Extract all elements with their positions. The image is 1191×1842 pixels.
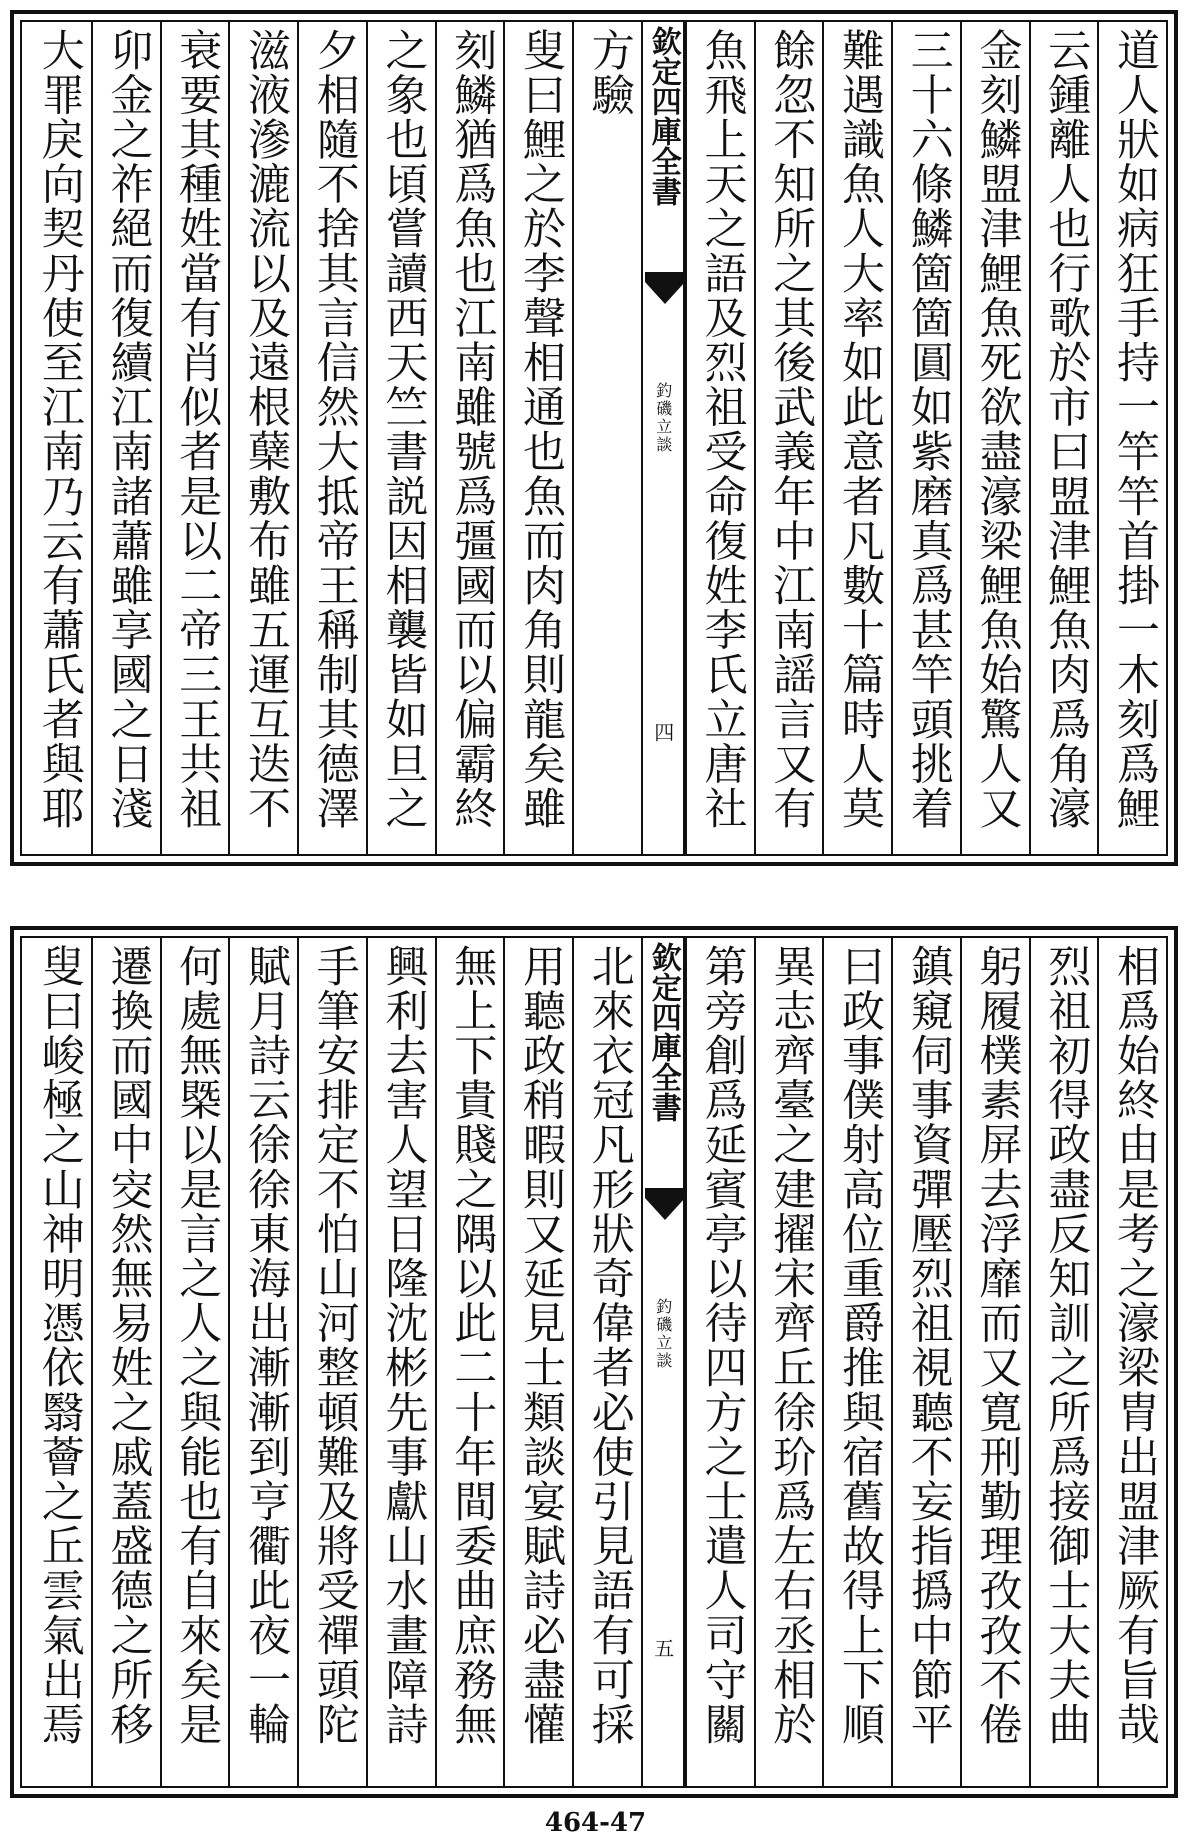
text-column: 餘忽不知所之其後武義年中江南謡言又有 (754, 22, 823, 854)
spine-title: 欽定四庫全書 (645, 942, 681, 1122)
text-column: 之象也頃嘗讀西天竺書説因相襲皆如旦之 (366, 22, 435, 854)
page-panel-top (10, 10, 1178, 866)
text-column: 興利去害人望日隆沈彬先事獻山水畫障詩 (366, 938, 435, 1786)
text-column: 曰政事僕射高位重爵推與宿舊故得上下順 (822, 938, 891, 1786)
text-column: 衰要其種姓當有肖似者是以二帝三王共祖 (160, 22, 229, 854)
spine-subtitle: 釣磯立談 (653, 1298, 673, 1370)
text-column: 三十六條鱗箇箇圓如紫磨真爲甚竿頭挑着 (891, 22, 960, 854)
page-footer-number: 464-47 (544, 1808, 647, 1838)
text-column: 何處無槩以是言之人之與能也有自來矣是 (160, 938, 229, 1786)
page-panel-bottom (10, 926, 1178, 1798)
page-frame-top (20, 20, 1168, 856)
text-column: 躬履樸素屏去浮靡而又寛刑勤理孜孜不倦 (960, 938, 1029, 1786)
spine-page-number: 四 (650, 722, 675, 742)
fish-tail-ornament-icon (645, 272, 685, 304)
text-column: 云鍾離人也行歌於市曰盟津鯉魚肉爲角濠 (1029, 22, 1098, 854)
text-column: 無上下貴賤之隅以此二十年間委曲庶務無 (435, 938, 504, 1786)
text-column: 異志齊臺之建擢宋齊丘徐玠爲左右丞相於 (754, 938, 823, 1786)
book-spine-page1 (641, 22, 685, 854)
text-column: 魚飛上天之語及烈祖受命復姓李氏立唐社 (685, 22, 754, 854)
text-column: 第旁創爲延賓亭以待四方之士遣人司守關 (685, 938, 754, 1786)
text-column: 大罪戾向契丹使至江南乃云有蕭氏者與耶 (34, 28, 85, 831)
text-column: 難遇識魚人大率如此意者凡數十篇時人莫 (822, 22, 891, 854)
text-column: 北來衣冠凡形狀奇偉者必使引見語有可採 (572, 938, 641, 1786)
spine-page-number: 五 (650, 1638, 675, 1658)
spine-title: 欽定四庫全書 (645, 26, 681, 206)
text-column: 夕相隨不捨其言信然大抵帝王稱制其德澤 (297, 22, 366, 854)
text-column: 叟曰鯉之於李聲相通也魚而肉角則龍矣雖 (503, 22, 572, 854)
text-column: 金刻鱗盟津鯉魚死欲盡濠梁鯉魚始驚人又 (960, 22, 1029, 854)
page-frame-bottom (20, 936, 1168, 1788)
text-column: 道人狀如病狂手持一竿竿首掛一木刻爲鯉 (1097, 22, 1166, 854)
text-column: 卯金之祚絕而復續江南諸蕭雖享國之日淺 (91, 22, 160, 854)
text-column: 賦月詩云徐徐東海出漸漸到亨衢此夜一輪 (228, 938, 297, 1786)
book-spine-page2 (641, 938, 685, 1786)
text-column: 用聽政稍暇則又延見士類談宴賦詩必盡懽 (503, 938, 572, 1786)
text-column: 滋液滲漉流以及遠根蘖敷布雖五運互迭不 (228, 22, 297, 854)
text-column: 烈祖初得政盡反知訓之所爲接御士大夫曲 (1029, 938, 1098, 1786)
text-column: 相爲始終由是考之濠梁胄出盟津厥有旨哉 (1097, 938, 1166, 1786)
fish-tail-ornament-icon (645, 1188, 685, 1220)
text-column: 鎮窺伺事資彈壓烈祖視聽不妄指撝中節平 (891, 938, 960, 1786)
text-column: 手筆安排定不怕山河整頓難及將受禪頭陀 (297, 938, 366, 1786)
text-column: 遷換而國中㝔然無易姓之戚蓋盛德之所移 (91, 938, 160, 1786)
text-column: 叟曰峻極之山神明憑依翳薈之丘雲氣出焉 (34, 944, 85, 1747)
text-column: 刻鱗猶爲魚也江南雖號爲彊國而以偏霸終 (435, 22, 504, 854)
text-column: 方驗 (572, 22, 641, 854)
spine-subtitle: 釣磯立談 (653, 382, 673, 454)
